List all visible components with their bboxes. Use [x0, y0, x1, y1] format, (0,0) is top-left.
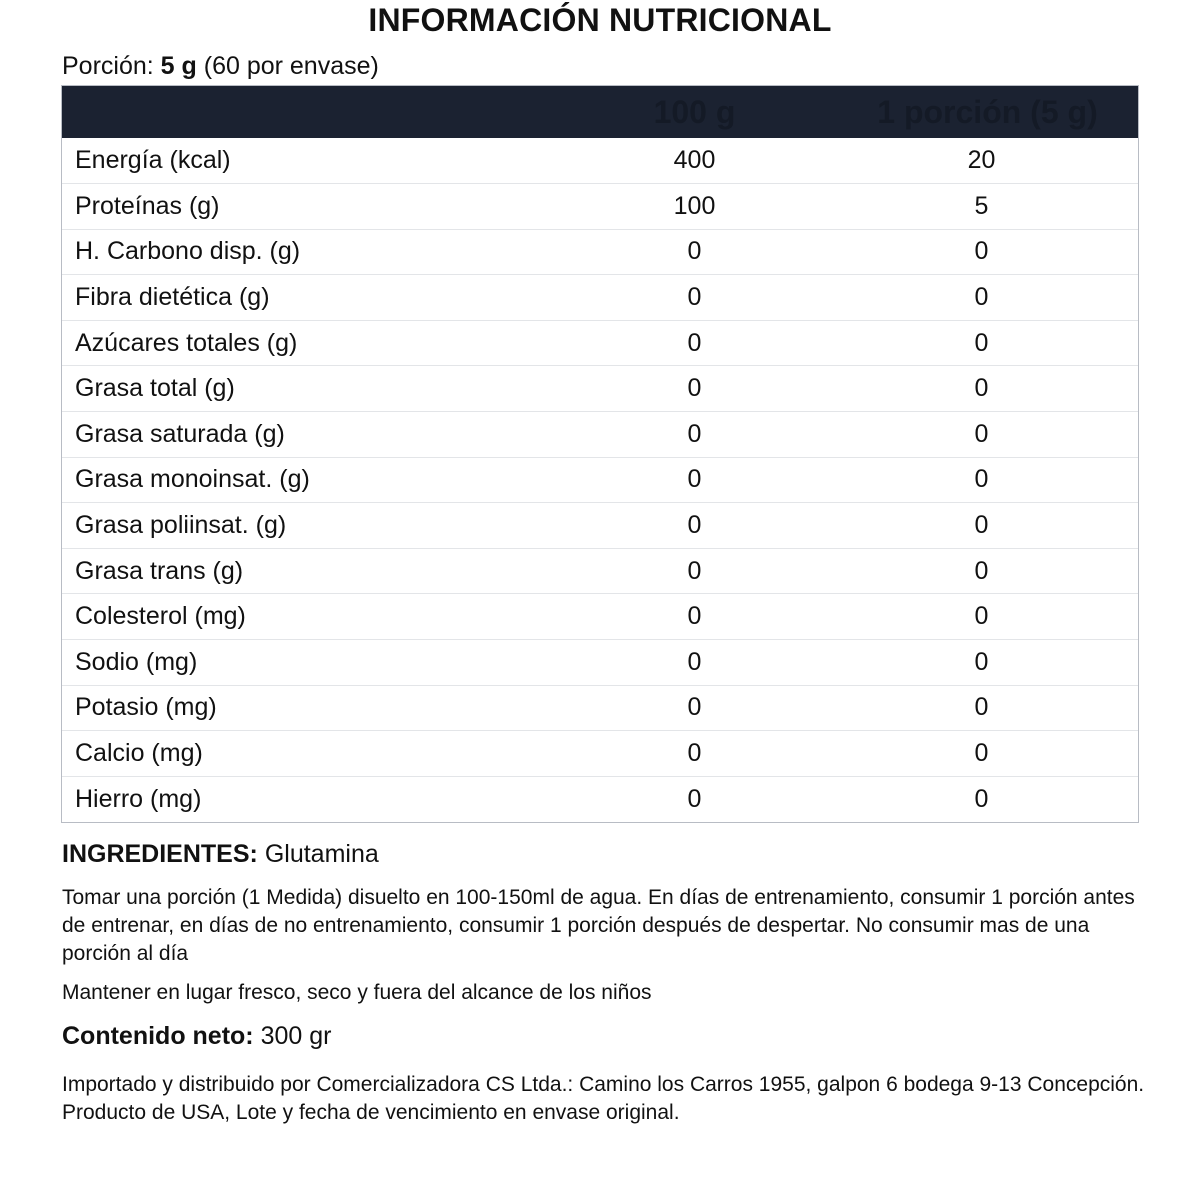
net-content-line: [62, 1022, 331, 1051]
table-row: [62, 503, 1138, 549]
value-per-100g: 0: [687, 328, 702, 357]
value-per-portion: 0: [974, 739, 989, 768]
value-per-portion: 5: [974, 191, 989, 220]
page-title: INFORMACIÓN NUTRICIONAL: [368, 2, 832, 38]
value-per-100g: 0: [687, 556, 702, 585]
value-per-portion: 0: [974, 511, 989, 540]
nutrition-table-header: [62, 86, 1138, 138]
header-per-portion: 1 porción (5 g): [877, 93, 1098, 130]
value-per-100g: 0: [687, 374, 702, 403]
value-per-100g: 0: [687, 511, 702, 540]
nutrient-name: Azúcares totales (g): [75, 328, 298, 357]
value-per-portion: 0: [974, 328, 989, 357]
header-nutrient: [62, 86, 552, 138]
table-row: [62, 685, 1138, 731]
table-row: [62, 457, 1138, 503]
value-per-100g: 0: [687, 283, 702, 312]
storage-note: Mantener en lugar fresco, seco y fuera del alcance de los niños: [62, 981, 652, 1004]
value-per-100g: 0: [687, 419, 702, 448]
value-per-portion: 0: [974, 465, 989, 494]
nutrient-name: Calcio (mg): [75, 739, 203, 768]
table-row: [62, 320, 1138, 366]
ingredients-line: [62, 840, 379, 869]
table-row: [62, 640, 1138, 686]
table-row: [62, 731, 1138, 777]
table-row: [62, 548, 1138, 594]
value-per-portion: 20: [967, 146, 996, 175]
table-row: [62, 229, 1138, 275]
nutrient-name: Grasa poliinsat. (g): [75, 511, 287, 540]
table-row: [62, 594, 1138, 640]
nutrient-name: H. Carbono disp. (g): [75, 237, 301, 266]
nutrient-name: Grasa monoinsat. (g): [75, 465, 310, 494]
table-row: [62, 776, 1138, 822]
nutrition-table: [62, 86, 1138, 822]
value-per-portion: 0: [974, 556, 989, 585]
value-per-portion: 0: [974, 283, 989, 312]
value-per-portion: 0: [974, 784, 989, 813]
table-row: [62, 138, 1138, 184]
net-content-value: 300 gr: [260, 1022, 332, 1050]
nutrition-table-container: [61, 85, 1139, 823]
portion-label: Porción:: [62, 52, 154, 80]
value-per-100g: 100: [673, 191, 716, 220]
value-per-100g: 0: [687, 693, 702, 722]
table-row: [62, 366, 1138, 412]
table-row: [62, 412, 1138, 458]
value-per-100g: 0: [687, 465, 702, 494]
nutrient-name: Grasa saturada (g): [75, 419, 285, 448]
nutrient-name: Proteínas (g): [75, 191, 220, 220]
table-row: [62, 275, 1138, 321]
value-per-portion: 0: [974, 647, 989, 676]
nutrient-name: Potasio (mg): [75, 693, 217, 722]
nutrient-name: Energía (kcal): [75, 146, 231, 175]
value-per-portion: 0: [974, 419, 989, 448]
ingredients-value: Glutamina: [264, 840, 379, 868]
net-content-label: Contenido neto:: [62, 1022, 254, 1050]
value-per-100g: 0: [687, 739, 702, 768]
value-per-portion: 0: [974, 374, 989, 403]
portion-size: 5 g: [160, 52, 197, 80]
header-per-100g: 100 g: [653, 93, 736, 130]
ingredients-label: INGREDIENTES:: [62, 840, 258, 868]
value-per-portion: 0: [974, 602, 989, 631]
nutrient-name: Colesterol (mg): [75, 602, 246, 631]
importer-note: Importado y distribuido por Comercializadora CS Ltda.: Camino los Carros 1955, galpon 6 bodega 9-13 Concepción. Producto de USA, Lote y fecha de vencimiento en envase original.: [62, 1073, 1145, 1124]
value-per-100g: 400: [673, 146, 716, 175]
nutrient-name: Sodio (mg): [75, 647, 198, 676]
nutrient-name: Hierro (mg): [75, 784, 202, 813]
nutrition-table-body: [62, 138, 1138, 822]
portion-per-package: (60 por envase): [203, 52, 379, 80]
nutrient-name: Grasa trans (g): [75, 556, 244, 585]
value-per-100g: 0: [687, 602, 702, 631]
table-row: [62, 184, 1138, 230]
nutrient-name: Fibra dietética (g): [75, 283, 270, 312]
value-per-100g: 0: [687, 647, 702, 676]
nutrient-name: Grasa total (g): [75, 374, 235, 403]
value-per-portion: 0: [974, 693, 989, 722]
value-per-100g: 0: [687, 237, 702, 266]
value-per-100g: 0: [687, 784, 702, 813]
value-per-portion: 0: [974, 237, 989, 266]
portion-line: [62, 52, 379, 81]
usage-instructions: Tomar una porción (1 Medida) disuelto en 100-150ml de agua. En días de entrenamiento, consumir 1 porción antes de entrenar, en días de no entrenamiento, consumir 1 porción después de despertar. No consumir mas de una porción al día: [62, 886, 1135, 965]
